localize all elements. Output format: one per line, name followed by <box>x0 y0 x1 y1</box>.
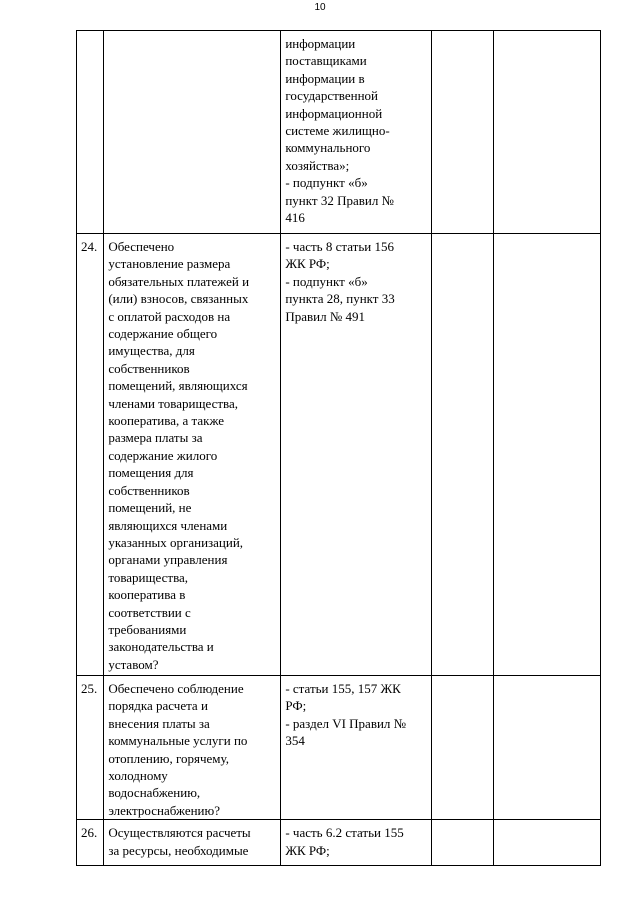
question-line: членами товарищества, <box>108 395 239 411</box>
reference-line: РФ; <box>285 698 307 714</box>
note-cell <box>493 234 600 676</box>
reference-line: - подпункт «б» <box>285 175 368 191</box>
question-line: указанных организаций, <box>108 534 244 550</box>
reference-line: - статьи 155, 157 ЖК <box>285 681 401 696</box>
reference-line: коммунального <box>285 140 371 156</box>
question-line: законодательства и <box>108 639 214 655</box>
reference-line: ЖК РФ; <box>285 842 330 858</box>
reference-line: хозяйства»; <box>285 157 350 173</box>
reference-line: пункт 32 Правил № <box>285 192 394 208</box>
question-line: помещений, не <box>108 500 192 516</box>
row-number-cell <box>77 234 104 676</box>
question-line: требованиями <box>108 621 187 637</box>
reference-line: информации <box>285 36 356 51</box>
page-number: 10 <box>314 2 326 13</box>
question-cell <box>104 676 281 820</box>
reference-line: ЖК РФ; <box>285 256 330 272</box>
references-cell <box>281 234 432 676</box>
question-line: обязательных платежей и <box>108 273 250 289</box>
row-number: 26. <box>81 825 98 841</box>
table-row <box>77 234 601 676</box>
row-number-cell <box>77 820 104 866</box>
question-line: внесения платы за <box>108 715 210 731</box>
reference-line: - часть 8 статьи 156 <box>285 239 394 254</box>
answer-cell <box>432 234 494 676</box>
question-line: уставом? <box>108 656 159 672</box>
question-cell <box>104 31 281 234</box>
reference-line: 354 <box>285 733 305 749</box>
reference-line: - раздел VI Правил № <box>285 715 407 731</box>
references-cell <box>281 676 432 820</box>
reference-line: - подпункт «б» <box>285 273 368 289</box>
reference-line: государственной <box>285 88 378 104</box>
question-line: собственников <box>108 360 190 376</box>
question-line: холодному <box>108 768 168 784</box>
table-row <box>77 676 601 820</box>
row-number: 24. <box>81 239 98 254</box>
question-line: отоплению, горячему, <box>108 750 229 766</box>
question-line: соответствии с <box>108 604 191 620</box>
question-line: с оплатой расходов на <box>108 308 231 324</box>
answer-cell <box>432 676 494 820</box>
table-row <box>77 31 601 234</box>
question-line: товарищества, <box>108 569 189 585</box>
reference-line: информации в <box>285 70 365 86</box>
question-line: Обеспечено <box>108 239 175 254</box>
question-line: Обеспечено соблюдение <box>108 681 244 696</box>
note-cell <box>493 820 600 866</box>
row-number-cell <box>77 31 104 234</box>
question-line: содержание общего <box>108 326 218 342</box>
references-cell <box>281 820 432 866</box>
question-line: порядка расчета и <box>108 698 208 714</box>
checklist-table <box>76 30 601 866</box>
table-row <box>77 820 601 866</box>
answer-cell <box>432 820 494 866</box>
question-line: коммунальные услуги по <box>108 733 248 749</box>
references-cell <box>281 31 432 234</box>
question-line: установление размера <box>108 256 231 272</box>
question-line: размера платы за <box>108 430 203 446</box>
question-line: водоснабжению, <box>108 785 201 801</box>
note-cell <box>493 676 600 820</box>
question-line: электроснабжению? <box>108 802 220 818</box>
question-line: Осуществляются расчеты <box>108 825 251 841</box>
reference-line: поставщиками <box>285 53 367 69</box>
question-line: органами управления <box>108 552 228 568</box>
question-line: собственников <box>108 482 190 498</box>
reference-line: - часть 6.2 статьи 155 <box>285 825 404 841</box>
question-line: помещений, являющихся <box>108 378 248 394</box>
answer-cell <box>432 31 494 234</box>
question-line: за ресурсы, необходимые <box>108 842 249 858</box>
reference-line: пункта 28, пункт 33 <box>285 291 395 307</box>
question-line: имущества, для <box>108 343 195 359</box>
reference-line: информационной <box>285 105 383 121</box>
reference-line: 416 <box>285 210 305 226</box>
note-cell <box>493 31 600 234</box>
question-line: кооператива в <box>108 587 186 603</box>
reference-line: системе жилищно- <box>285 123 390 139</box>
question-line: являющихся членами <box>108 517 228 533</box>
question-line: (или) взносов, связанных <box>108 291 249 307</box>
table-body <box>77 31 601 866</box>
row-number: 25. <box>81 681 98 696</box>
question-cell <box>104 820 281 866</box>
row-number-cell <box>77 676 104 820</box>
question-line: помещения для <box>108 465 194 481</box>
reference-line: Правил № 491 <box>285 308 365 324</box>
question-line: содержание жилого <box>108 447 218 463</box>
question-cell <box>104 234 281 676</box>
question-line: кооператива, а также <box>108 413 225 429</box>
